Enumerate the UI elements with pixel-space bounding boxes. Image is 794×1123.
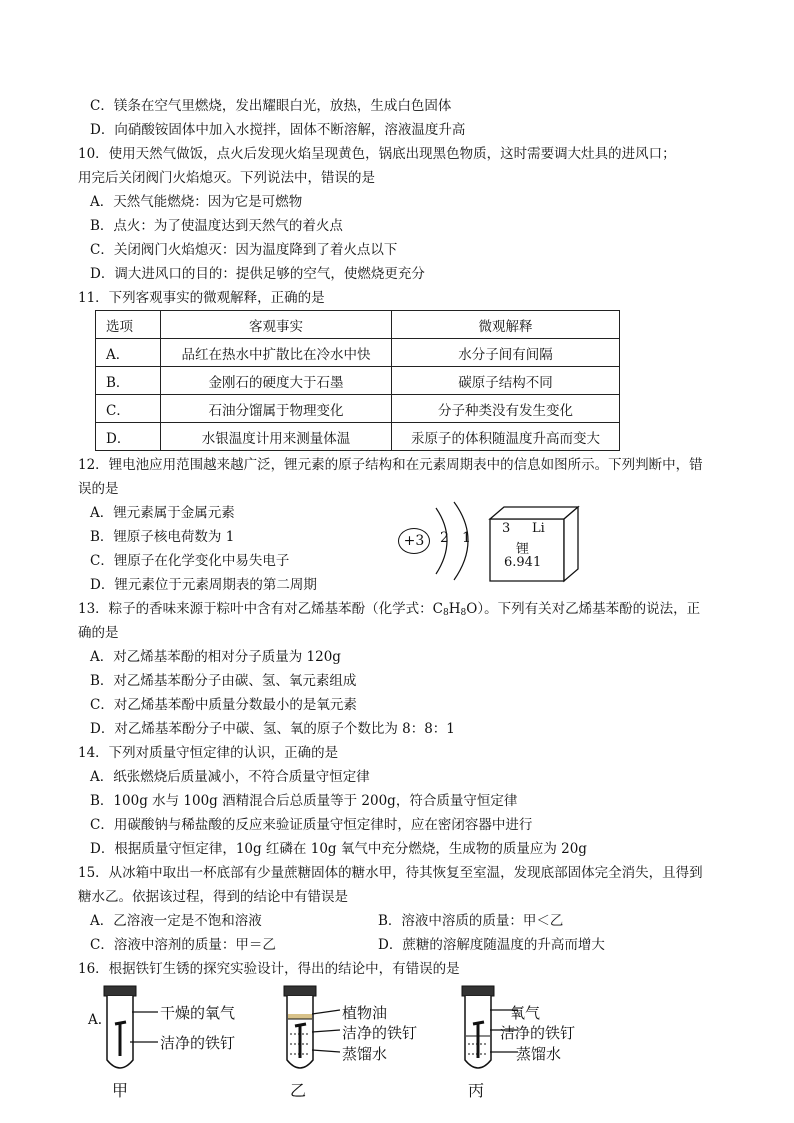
periodic-table-cell	[488, 505, 580, 587]
table-row	[96, 395, 620, 423]
header-option: 选项	[96, 311, 161, 339]
element-cube-outline	[488, 505, 580, 583]
tube-jia-name: 甲	[112, 1081, 129, 1100]
row-option: C．	[96, 395, 161, 423]
q10-stem-line2: 用完后关闭阀门火焰熄灭。下列说法中，错误的是	[78, 170, 375, 186]
q9-option-d: D．向硝酸铵固体中加入水搅拌，固体不断溶解，溶液温度升高	[90, 122, 466, 138]
tube-yi-label-water: 蒸馏水	[342, 1045, 388, 1063]
q13-option-a: A．对乙烯基苯酚的相对分子质量为 120g	[90, 649, 341, 665]
tube-yi-label-oil: 植物油	[342, 1004, 388, 1022]
q13-stem-line1	[78, 599, 700, 623]
header-fact: 客观事实	[161, 311, 392, 339]
element-name: 锂	[516, 542, 530, 557]
shell-1-electrons: 2	[440, 530, 449, 546]
tube-yi-name: 乙	[290, 1081, 307, 1100]
q10-stem-line1: 10．使用天然气做饭，点火后发现火焰呈现黄色，锅底出现黑色物质，这时需要调大灶具的进风口；	[78, 146, 676, 162]
lithium-atom-diagram	[398, 500, 488, 584]
row-fact: 金刚石的硬度大于石墨	[161, 367, 392, 395]
q12-option-c: C．锂原子在化学变化中易失电子	[90, 553, 290, 569]
row-explanation: 汞原子的体积随温度升高而变大	[392, 423, 620, 451]
table-row	[96, 367, 620, 395]
q10-option-d: D．调大进风口的目的：提供足够的空气，使燃烧更充分	[90, 266, 425, 282]
table-header-row	[96, 311, 620, 339]
tube-jia-leader-lines	[130, 1000, 160, 1060]
q13-stem-line2: 确的是	[78, 625, 119, 641]
row-option: A．	[96, 339, 161, 367]
row-fact: 石油分馏属于物理变化	[161, 395, 392, 423]
q9-option-c: C．镁条在空气里燃烧，发出耀眼白光，放热，生成白色固体	[90, 98, 452, 114]
q13-stem-part1: 13．粽子的香味来源于粽叶中含有对乙烯基苯酚（化学式：C	[78, 601, 444, 617]
row-option: D．	[96, 423, 161, 451]
formula-subscript-h: 8	[460, 608, 467, 618]
q11-table	[95, 310, 620, 451]
q12-stem-line1: 12．锂电池应用范围越来越广泛，锂元素的原子结构和在元素周期表中的信息如图所示。下列判断中，错	[78, 457, 703, 473]
row-fact: 水银温度计用来测量体温	[161, 423, 392, 451]
q15-option-d: D．蔗糖的溶解度随温度的升高而增大	[378, 937, 605, 953]
header-explanation: 微观解释	[392, 311, 620, 339]
q10-option-b: B．点火：为了使温度达到天然气的着火点	[90, 218, 343, 234]
row-explanation: 水分子间有间隔	[392, 339, 620, 367]
tube-jia-label-nail: 洁净的铁钉	[160, 1034, 236, 1052]
q14-option-a: A．纸张燃烧后质量减小，不符合质量守恒定律	[90, 769, 370, 785]
formula-subscript-c: 8	[443, 608, 449, 618]
q13-option-d: D．对乙烯基苯酚分子中碳、氢、氧的原子个数比为 8：8：1	[90, 721, 455, 737]
q15-option-c: C．溶液中溶剂的质量：甲＝乙	[90, 937, 276, 953]
q10-option-a: A．天然气能燃烧：因为它是可燃物	[90, 194, 303, 210]
tube-yi-leader-lines	[312, 1000, 342, 1060]
q12-stem-line2: 误的是	[78, 481, 119, 497]
q13-stem-part2: O）。下列有关对乙烯基苯酚的说法，正	[466, 601, 701, 617]
q11-stem: 11．下列客观事实的微观解释，正确的是	[78, 290, 325, 306]
tube-jia-label-oxygen: 干燥的氧气	[160, 1004, 236, 1022]
q12-option-a: A．锂元素属于金属元素	[90, 505, 235, 521]
table-row	[96, 423, 620, 451]
q14-stem: 14．下列对质量守恒定律的认识，正确的是	[78, 745, 339, 761]
q13-option-c: C．对乙烯基苯酚中质量分数最小的是氧元素	[90, 697, 357, 713]
q15-stem-line1: 15．从冰箱中取出一杯底部有少量蔗糖固体的糖水甲，待其恢复至室温，发现底部固体完全消失，且得到	[78, 865, 703, 881]
q15-stem-line2: 糖水乙。依据该过程，得到的结论中有错误是	[78, 889, 348, 905]
q12-option-b: B．锂原子核电荷数为 1	[90, 529, 235, 545]
row-fact: 品红在热水中扩散比在冷水中快	[161, 339, 392, 367]
q15-option-a: A．乙溶液一定是不饱和溶液	[90, 913, 262, 929]
formula-h: H	[448, 601, 461, 617]
atomic-number: 3	[502, 521, 511, 536]
atom-nucleus: +3	[398, 528, 430, 554]
table-row	[96, 339, 620, 367]
row-option: B．	[96, 367, 161, 395]
row-explanation: 分子种类没有发生变化	[392, 395, 620, 423]
q13-option-b: B．对乙烯基苯酚分子由碳、氢、氧元素组成	[90, 673, 357, 689]
tube-yi-label-nail: 洁净的铁钉	[342, 1024, 418, 1042]
q10-option-c: C．关闭阀门火焰熄灭：因为温度降到了着火点以下	[90, 242, 398, 258]
q16-stem: 16．根据铁钉生锈的探究实验设计，得出的结论中，有错误的是	[78, 961, 460, 977]
shell-2-electrons: 1	[462, 530, 471, 546]
q14-option-c: C．用碳酸钠与稀盐酸的反应来验证质量守恒定律时，应在密闭容器中进行	[90, 817, 533, 833]
atomic-mass: 6.941	[504, 555, 542, 570]
q15-option-b: B．溶液中溶质的质量：甲＜乙	[378, 913, 564, 929]
q14-option-d: D．根据质量守恒定律，10g 红磷在 10g 氧气中充分燃烧，生成物的质量应为 20g	[90, 841, 587, 857]
q16-option-a: A.	[88, 1012, 103, 1028]
element-symbol: Li	[532, 521, 545, 536]
tube-bing-label-oxygen: 氧气	[510, 1004, 541, 1022]
row-explanation: 碳原子结构不同	[392, 367, 620, 395]
q14-option-b: B．100g 水与 100g 酒精混合后总质量等于 200g，符合质量守恒定律	[90, 793, 518, 809]
q12-option-d: D．锂元素位于元素周期表的第二周期	[90, 577, 317, 593]
tube-bing-label-water: 蒸馏水	[516, 1045, 562, 1063]
tube-bing-label-nail: 洁净的铁钉	[500, 1024, 576, 1042]
tube-bing-name: 丙	[468, 1081, 485, 1100]
